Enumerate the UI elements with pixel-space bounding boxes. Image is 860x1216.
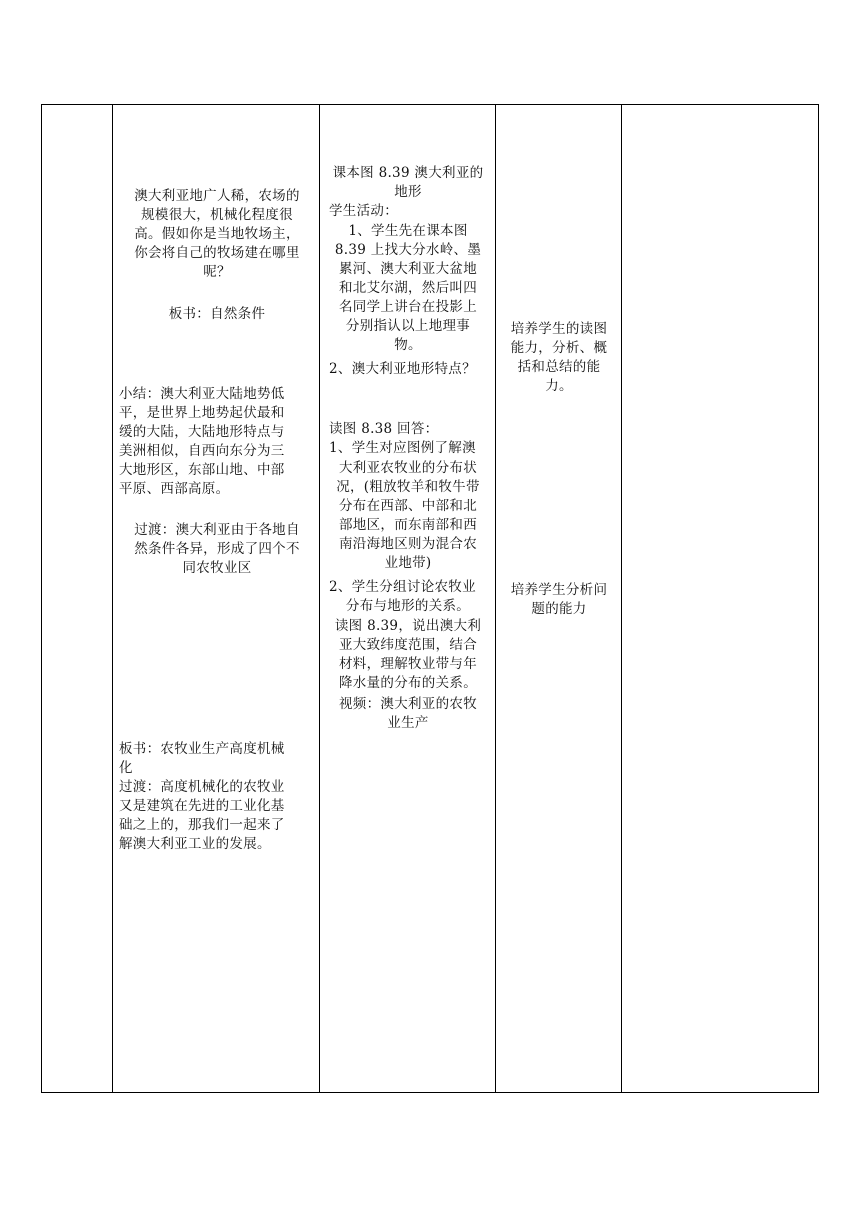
paragraph-group-discussion <box>329 578 499 597</box>
column-5-cell <box>622 105 819 1092</box>
text-line: 材料，理解牧业带与年 <box>339 656 477 672</box>
text-line: 缓的大陆，大陆地形特点与 <box>119 424 285 440</box>
text-line: 能力，分析、概 <box>510 340 608 356</box>
text-line: 础之上的，那我们一起来了 <box>119 817 285 833</box>
text-line: 累河、澳大利亚大盆地 <box>339 261 477 277</box>
text-line: 1、学生对应图例了解澳 <box>329 440 476 456</box>
paragraph-analysis-ability <box>498 581 620 619</box>
text-line: 视频：澳大利亚的农牧 <box>339 696 477 712</box>
text-line: 板书：自然条件 <box>168 306 266 322</box>
text-line: 业生产 <box>387 715 429 731</box>
paragraph-figure-839 <box>322 164 494 202</box>
paragraph-reading-ability <box>498 320 620 396</box>
design-intent-cell <box>496 105 621 1092</box>
text-line: 读图 8.39，说出澳大利 <box>334 618 482 634</box>
paragraph-video <box>322 695 494 733</box>
text-line: 括和总结的能 <box>517 359 601 375</box>
text-line: 你会将自己的牧场建在哪里 <box>134 245 300 261</box>
text-line: 大地形区，东部山地、中部 <box>119 462 285 478</box>
text-line: 解澳大利亚工业的发展。 <box>119 836 271 852</box>
text-line: 小结：澳大利亚大陆地势低 <box>119 386 285 402</box>
text-line: 地形 <box>394 184 422 200</box>
text-line: 况，(粗放牧羊和牧牛带 <box>336 479 480 495</box>
text-line: 呢？ <box>203 264 231 280</box>
lesson-plan-table <box>41 104 819 1093</box>
paragraph-terrain-question <box>329 360 499 379</box>
text-line: 课本图 8.39 澳大利亚的 <box>332 165 484 181</box>
text-line: 学生活动： <box>329 203 398 219</box>
text-line: 8.39 上找大分水岭、墨 <box>334 242 482 258</box>
text-line: 平原、西部高原。 <box>119 481 230 497</box>
text-line: 高。假如你是当地牧场主， <box>134 226 300 242</box>
text-line: 题的能力 <box>531 601 587 617</box>
paragraph-latitude <box>322 617 494 693</box>
paragraph-distribution <box>322 459 494 573</box>
text-line: 过渡：澳大利亚由于各地自 <box>134 522 300 538</box>
paragraph-relation-terrain <box>322 597 494 616</box>
text-line: 分布在西部、中部和北 <box>339 498 477 514</box>
text-line: 过渡：高度机械化的农牧业 <box>119 779 285 795</box>
teacher-activity-cell <box>113 105 319 1092</box>
student-activity-cell <box>320 105 495 1092</box>
paragraph-student-activity-heading <box>329 202 494 221</box>
text-line: 培养学生分析问 <box>510 582 608 598</box>
column-1-cell <box>42 105 112 1092</box>
text-line: 澳大利亚地广人稀，农场的 <box>134 188 300 204</box>
text-line: 业地带) <box>384 555 432 571</box>
text-line: 平，是世界上地势起伏最和 <box>119 405 285 421</box>
text-line: 亚大致纬度范围，结合 <box>339 637 477 653</box>
text-line: 美洲相似，自西向东分为三 <box>119 443 285 459</box>
text-line: 力。 <box>545 378 573 394</box>
paragraph-student-activity-1 <box>322 222 494 355</box>
text-line: 规模很大，机械化程度很 <box>141 207 293 223</box>
text-line: 培养学生的读图 <box>510 321 608 337</box>
text-line: 和北艾尔湖，然后叫四 <box>339 280 477 296</box>
paragraph-read-figure-838 <box>329 420 499 458</box>
text-line: 南沿海地区则为混合农 <box>339 536 477 552</box>
paragraph-board-natural-conditions <box>117 305 317 324</box>
text-line: 又是建筑在先进的工业化基 <box>119 798 285 814</box>
text-line: 降水量的分布的关系。 <box>339 675 477 691</box>
text-line: 同农牧业区 <box>182 560 252 576</box>
text-line: 化 <box>119 760 133 776</box>
paragraph-transition-agri-zones <box>117 521 317 578</box>
text-line: 部地区，而东南部和西 <box>339 517 477 533</box>
paragraph-board-mechanization <box>119 740 319 854</box>
text-line: 读图 8.38 回答： <box>329 421 439 437</box>
text-line: 物。 <box>394 337 422 353</box>
text-line: 分别指认以上地理事 <box>345 318 471 334</box>
text-line: 2、学生分组讨论农牧业 <box>329 579 476 595</box>
text-line: 大利亚农牧业的分布状 <box>339 460 477 476</box>
text-line: 分布与地形的关系。 <box>345 598 471 614</box>
text-line: 名同学上讲台在投影上 <box>339 299 477 315</box>
text-line: 2、澳大利亚地形特点？ <box>329 361 476 377</box>
text-line: 1、学生先在课本图 <box>348 223 468 239</box>
text-line: 然条件各异，形成了四个不 <box>134 541 300 557</box>
text-line: 板书：农牧业生产高度机械 <box>119 741 285 757</box>
paragraph-summary <box>119 385 319 499</box>
paragraph-ranch-question <box>117 187 317 282</box>
